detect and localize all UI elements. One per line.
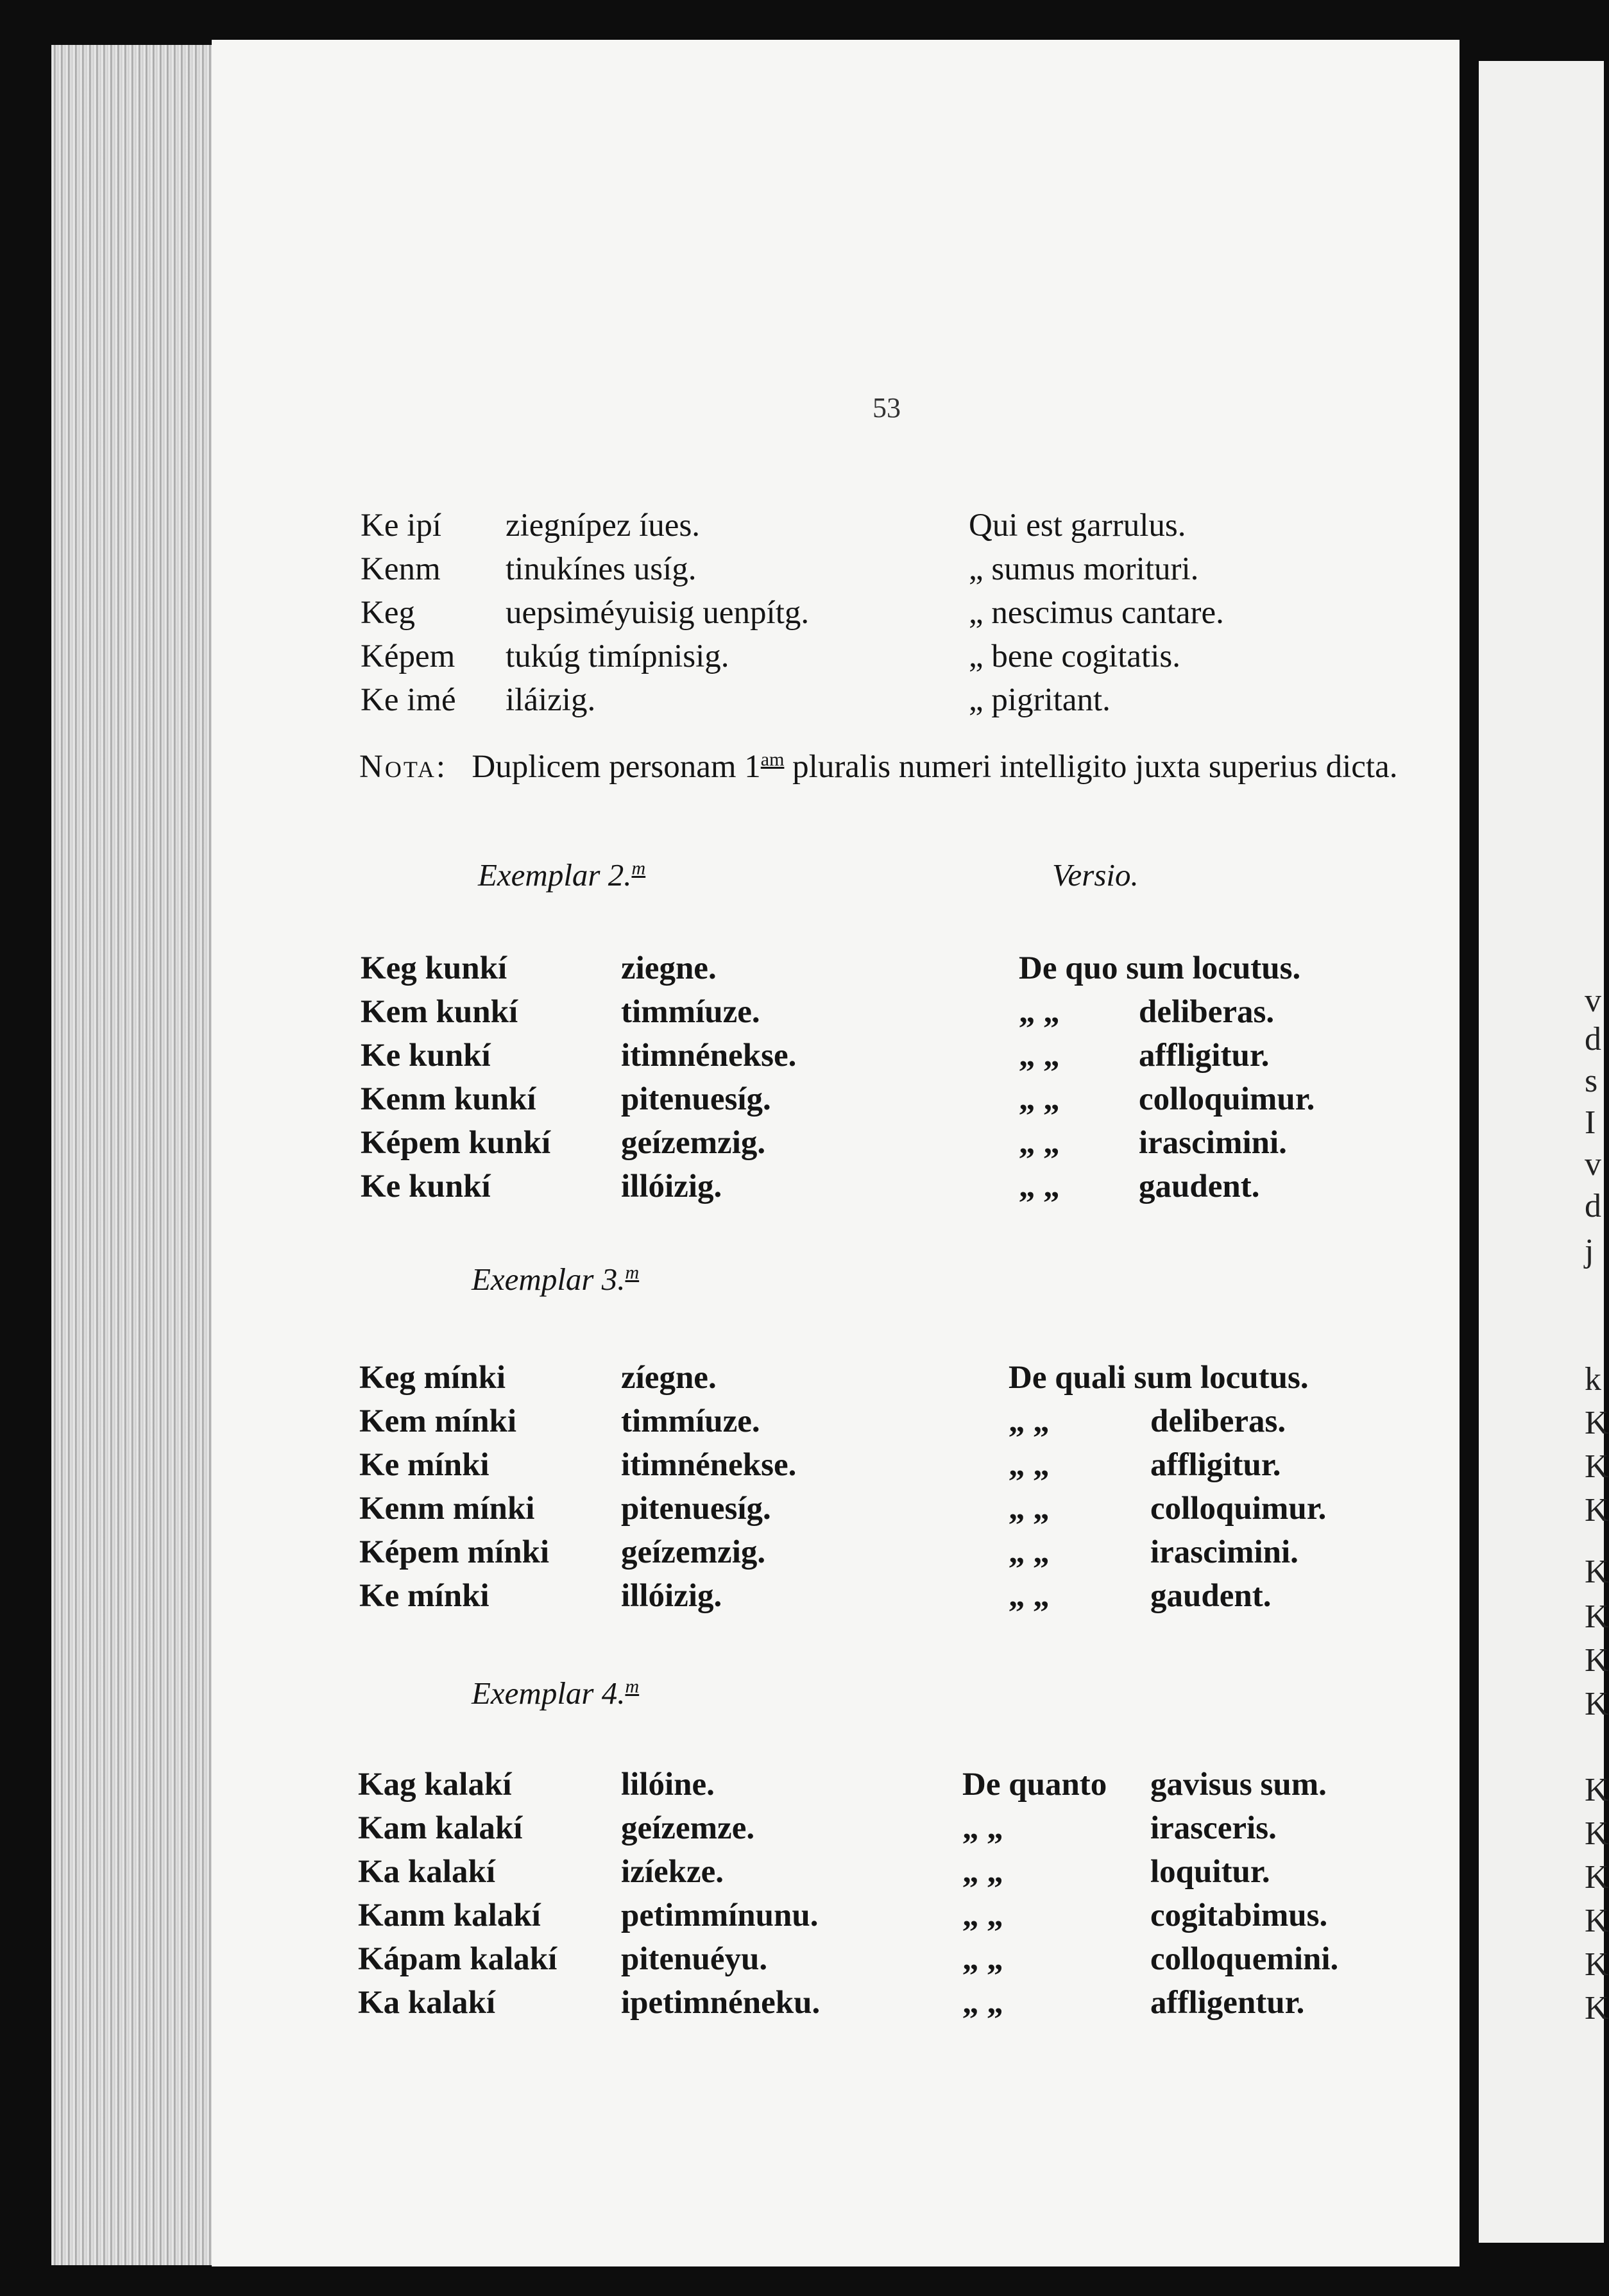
facing-page-fragment: K	[1585, 1815, 1609, 1852]
exemplar4-cell-a: Kag kalakí	[358, 1767, 512, 1803]
exemplar3-cell-d: irascimini.	[1150, 1534, 1298, 1570]
section1-cell-b: uepsiméyuisig uenpítg.	[506, 595, 810, 631]
exemplar2-heading-sup: m	[631, 857, 646, 879]
exemplar3-cell-c: „ „	[1009, 1491, 1050, 1527]
facing-page-fragment: d	[1585, 1021, 1601, 1058]
exemplar3-cell-a: Ke mínki	[359, 1447, 490, 1483]
exemplar2-cell-c: „ „	[1019, 1169, 1060, 1204]
section1-cell-a: Képem	[361, 638, 455, 674]
exemplar4-cell-a: Ka kalakí	[358, 1854, 495, 1890]
section1-cell-c: „ sumus morituri.	[969, 551, 1199, 587]
facing-page-fragment: K	[1585, 1448, 1609, 1485]
section1-cell-c: „ pigritant.	[969, 682, 1111, 718]
exemplar4-cell-a: Ka kalakí	[358, 1985, 495, 2021]
exemplar3-cell-c: „ „	[1009, 1534, 1050, 1570]
exemplar2-cell-d: affligitur.	[1139, 1038, 1270, 1074]
exemplar2-cell-b: geízemzig.	[621, 1125, 766, 1161]
nota-label: Nota:	[359, 749, 448, 785]
exemplar3-cell-a: Képem mínki	[359, 1534, 550, 1570]
exemplar4-cell-b: izíekze.	[621, 1854, 724, 1890]
exemplar3-cell-c: „ „	[1009, 1578, 1050, 1614]
nota-text-after: pluralis numeri intelligito juxta superius dicta.	[792, 749, 1398, 785]
exemplar3-cell-c: De quali sum locutus.	[1009, 1360, 1309, 1396]
exemplar2-cell-b: ziegne.	[621, 950, 717, 986]
section1-cell-b: iláizig.	[506, 682, 596, 718]
exemplar4-cell-d: affligentur.	[1150, 1985, 1305, 2021]
exemplar4-cell-d: colloquemini.	[1150, 1941, 1339, 1977]
exemplar2-cell-b: illóizig.	[621, 1169, 722, 1204]
facing-page-fragment: v	[1585, 982, 1601, 1019]
exemplar4-cell-c: „ „	[962, 1985, 1003, 2021]
section1-cell-a: Ke ipí	[361, 508, 442, 544]
facing-page-fragment: K	[1585, 1405, 1609, 1441]
exemplar4-cell-d: irasceris.	[1150, 1810, 1277, 1846]
section1-cell-a: Kenm	[361, 551, 441, 587]
facing-page-fragment: K	[1585, 1946, 1609, 1983]
nota-superscript: am	[760, 749, 785, 770]
exemplar3-cell-b: illóizig.	[621, 1578, 722, 1614]
exemplar3-cell-b: geízemzig.	[621, 1534, 766, 1570]
facing-page-fragment: K	[1585, 1859, 1609, 1896]
exemplar3-cell-a: Kem mínki	[359, 1403, 517, 1439]
exemplar2-cell-c: „ „	[1019, 1081, 1060, 1117]
section1-cell-b: tinukínes usíg.	[506, 551, 697, 587]
exemplar4-cell-a: Kápam kalakí	[358, 1941, 558, 1977]
exemplar4-cell-a: Kanm kalakí	[358, 1898, 541, 1933]
facing-page-fragment: K	[1585, 1492, 1609, 1529]
exemplar3-cell-b: pitenuesíg.	[621, 1491, 771, 1527]
versio-heading: Versio.	[1052, 857, 1139, 893]
exemplar4-cell-d: cogitabimus.	[1150, 1898, 1328, 1933]
exemplar2-cell-d: colloquimur.	[1139, 1081, 1315, 1117]
exemplar4-cell-b: ipetimnéneku.	[621, 1985, 821, 2021]
exemplar4-cell-d: gavisus sum.	[1150, 1767, 1327, 1803]
facing-page-fragment: s	[1585, 1063, 1598, 1099]
exemplar2-cell-a: Kem kunkí	[361, 994, 518, 1030]
exemplar2-cell-c: De quo sum locutus.	[1019, 950, 1301, 986]
facing-page-fragment: I	[1585, 1104, 1596, 1141]
exemplar2-cell-b: timmíuze.	[621, 994, 760, 1030]
facing-page-fragment: K	[1585, 1772, 1609, 1808]
facing-page-fragment: v	[1585, 1146, 1601, 1183]
exemplar4-cell-c: „ „	[962, 1854, 1003, 1890]
exemplar3-cell-a: Keg mínki	[359, 1360, 506, 1396]
exemplar3-cell-a: Kenm mínki	[359, 1491, 535, 1527]
exemplar2-heading	[478, 857, 645, 893]
exemplar2-cell-c: „ „	[1019, 994, 1060, 1030]
exemplar4-heading	[472, 1675, 639, 1711]
facing-page-fragment: k	[1585, 1361, 1601, 1398]
facing-page-fragment: K	[1585, 1990, 1609, 2026]
nota-text-before: Duplicem personam 1	[472, 749, 761, 785]
exemplar2-cell-c: „ „	[1019, 1125, 1060, 1161]
exemplar2-cell-a: Keg kunkí	[361, 950, 507, 986]
exemplar4-cell-c: De quanto	[962, 1767, 1107, 1803]
facing-page-fragment: K	[1585, 1598, 1609, 1635]
section1-cell-a: Ke imé	[361, 682, 456, 718]
exemplar2-cell-c: „ „	[1019, 1038, 1060, 1074]
facing-page-fragment: d	[1585, 1188, 1601, 1224]
exemplar4-heading-text: Exemplar 4.	[472, 1675, 626, 1711]
exemplar4-cell-b: petimmínunu.	[621, 1898, 819, 1933]
exemplar3-cell-b: timmíuze.	[621, 1403, 760, 1439]
exemplar2-heading-text: Exemplar 2.	[478, 857, 632, 893]
book-page-edges	[51, 45, 212, 2265]
facing-page-fragment: j	[1585, 1233, 1594, 1269]
facing-page-fragment: K	[1585, 1686, 1609, 1722]
page-number: 53	[873, 392, 901, 424]
exemplar4-cell-b: lilóine.	[621, 1767, 715, 1803]
section1-cell-b: tukúg timípnisig.	[506, 638, 729, 674]
exemplar4-cell-c: „ „	[962, 1810, 1003, 1846]
section1-cell-c: „ bene cogitatis.	[969, 638, 1180, 674]
exemplar3-cell-b: zíegne.	[621, 1360, 717, 1396]
exemplar4-heading-sup: m	[625, 1675, 640, 1697]
exemplar3-cell-c: „ „	[1009, 1447, 1050, 1483]
exemplar4-cell-c: „ „	[962, 1898, 1003, 1933]
facing-page-fragment: K	[1585, 1554, 1609, 1590]
exemplar3-cell-c: „ „	[1009, 1403, 1050, 1439]
exemplar2-cell-a: Képem kunkí	[361, 1125, 551, 1161]
exemplar3-cell-a: Ke mínki	[359, 1578, 490, 1614]
exemplar2-cell-a: Ke kunkí	[361, 1038, 491, 1074]
exemplar2-cell-b: pitenuesíg.	[621, 1081, 771, 1117]
exemplar4-cell-d: loquitur.	[1150, 1854, 1270, 1890]
exemplar4-cell-b: pitenuéyu.	[621, 1941, 768, 1977]
section1-cell-c: Qui est garrulus.	[969, 508, 1186, 544]
exemplar3-cell-d: colloquimur.	[1150, 1491, 1327, 1527]
exemplar3-cell-b: itimnénekse.	[621, 1447, 797, 1483]
exemplar3-heading-sup: m	[625, 1262, 640, 1283]
section1-cell-c: „ nescimus cantare.	[969, 595, 1224, 631]
exemplar4-cell-c: „ „	[962, 1941, 1003, 1977]
exemplar4-cell-b: geízemze.	[621, 1810, 755, 1846]
exemplar2-cell-d: deliberas.	[1139, 994, 1275, 1030]
exemplar3-heading	[472, 1261, 639, 1298]
facing-page-fragment: K	[1585, 1642, 1609, 1679]
exemplar3-cell-d: affligitur.	[1150, 1447, 1281, 1483]
exemplar3-cell-d: gaudent.	[1150, 1578, 1272, 1614]
exemplar2-cell-a: Ke kunkí	[361, 1169, 491, 1204]
section1-cell-a: Keg	[361, 595, 415, 631]
section1-cell-b: ziegnípez íues.	[506, 508, 701, 544]
exemplar2-cell-d: irascimini.	[1139, 1125, 1287, 1161]
facing-page	[1479, 61, 1609, 2243]
exemplar3-cell-d: deliberas.	[1150, 1403, 1286, 1439]
exemplar2-cell-a: Kenm kunkí	[361, 1081, 536, 1117]
exemplar2-cell-d: gaudent.	[1139, 1169, 1260, 1204]
exemplar3-heading-text: Exemplar 3.	[472, 1262, 626, 1297]
facing-page-fragment: K	[1585, 1903, 1609, 1939]
exemplar2-cell-b: itimnénekse.	[621, 1038, 797, 1074]
nota-paragraph	[359, 738, 1424, 789]
exemplar4-cell-a: Kam kalakí	[358, 1810, 523, 1846]
